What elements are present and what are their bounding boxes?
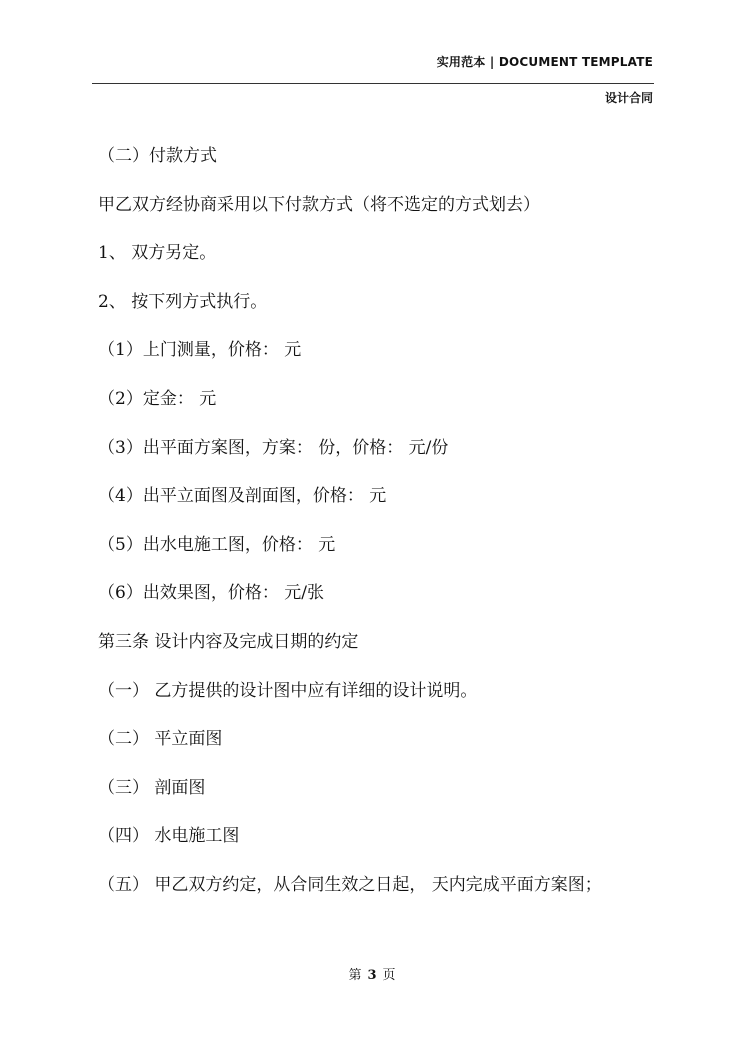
design-content-item-3: （三） 剖面图 <box>98 777 206 798</box>
header-divider <box>92 83 654 84</box>
document-header-label: 实用范本 | DOCUMENT TEMPLATE <box>436 55 653 69</box>
contract-body <box>98 140 658 918</box>
fee-item-elevation-section: （4）出平立面图及剖面图，价格： 元 <box>98 486 387 507</box>
fee-item-utilities-drawing: （5）出水电施工图，价格： 元 <box>98 534 336 555</box>
design-content-item-1: （一） 乙方提供的设计图中应有详细的设计说明。 <box>98 680 478 701</box>
design-content-item-4: （四） 水电施工图 <box>98 826 240 847</box>
payment-method-instruction: 甲乙双方经协商采用以下付款方式（将不选定的方式划去） <box>98 194 540 215</box>
fee-item-floor-plan: （3）出平面方案图，方案： 份，价格： 元/份 <box>98 437 449 458</box>
page-prefix: 第 <box>348 968 362 983</box>
payment-option-1: 1、 双方另定。 <box>98 243 217 264</box>
fee-item-measurement: （1）上门测量，价格： 元 <box>98 340 302 361</box>
payment-method-heading: （二）付款方式 <box>98 146 217 166</box>
design-content-item-5: （五） 甲乙双方约定，从合同生效之日起， 天内完成平面方案图； <box>98 874 602 895</box>
page-number: 3 <box>367 968 377 983</box>
document-type-label: 设计合同 <box>604 91 653 105</box>
page-suffix: 页 <box>382 968 396 983</box>
page-number-footer <box>0 964 744 983</box>
payment-option-2: 2、 按下列方式执行。 <box>98 291 268 312</box>
design-content-item-2: （二） 平立面图 <box>98 729 223 750</box>
article-three-heading: 第三条 设计内容及完成日期的约定 <box>98 631 359 652</box>
fee-item-deposit: （2）定金： 元 <box>98 388 217 409</box>
fee-item-rendering: （6）出效果图，价格： 元/张 <box>98 583 324 604</box>
